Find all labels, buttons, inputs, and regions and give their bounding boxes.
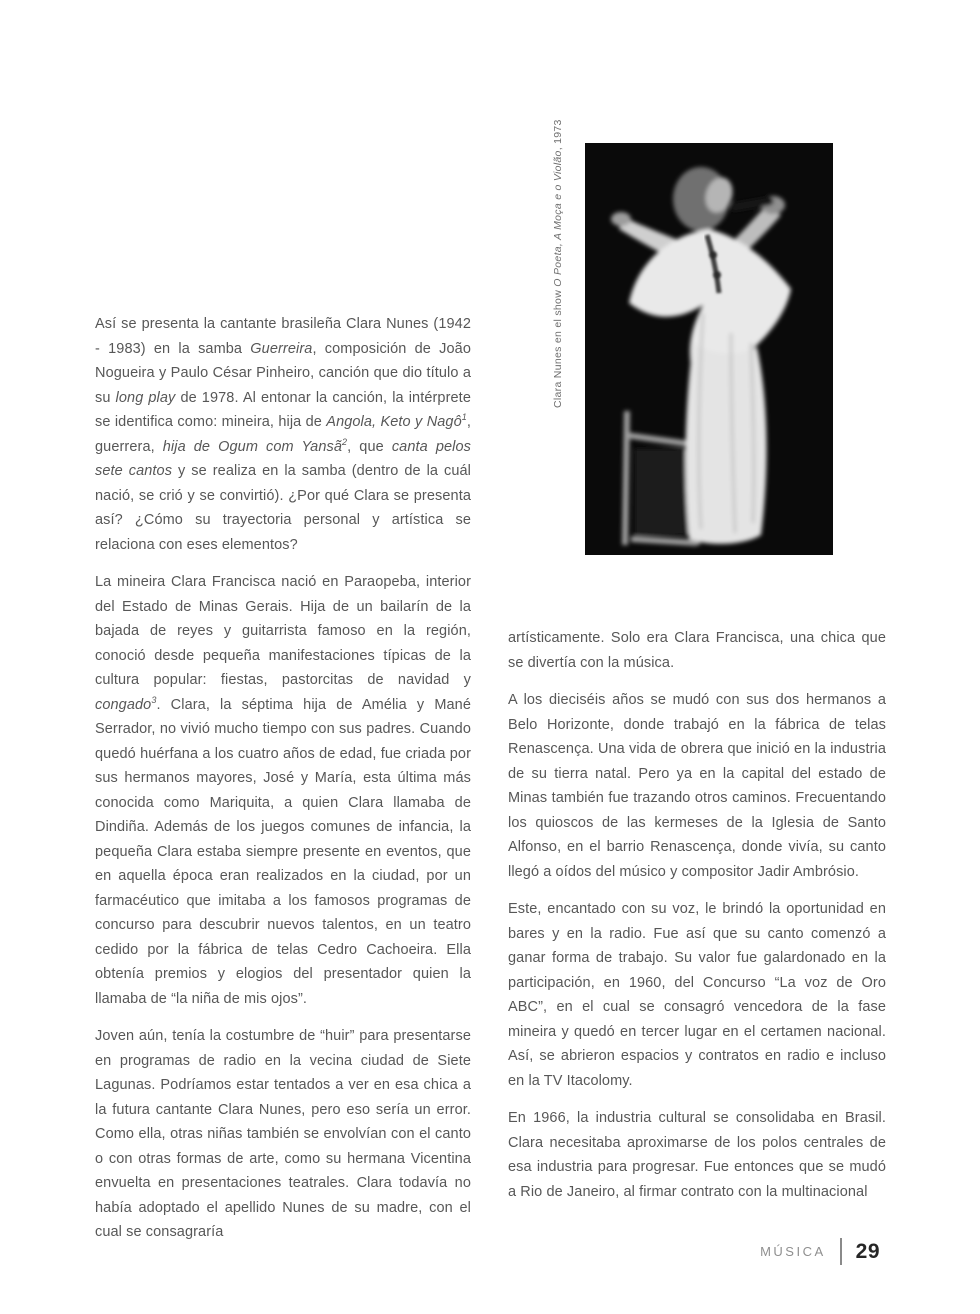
paragraph: Este, encantado con su voz, le brindó la oportunidad en bares y en la radio. Fue así que su canto comenzó a ganar forma de trabajo. Su valor fue galardonado en la participación, en 1960, del Concurso “La voz de Oro ABC”, en el cual se consagró vencedora de la fase mineira y quedó en tercer lugar en el certamen nacional. Así, se abrieron espacios y contratos en radio e incluso en la TV Itacolomy. [508,901,886,1089]
footer-divider [840,1238,842,1265]
photo-figure [585,143,833,555]
paragraph: Joven aún, tenía la costumbre de “huir” para presentarse en programas de radio en la vecina ciudad de Siete Lagunas. Podríamos estar tentados a ver en esa chica a la futura cantante Clara Nunes, pero eso sería un error. Como ella, otras niñas también se envolvían con el canto o con otras formas de arte, como su hermana Vicentina envuelta en presentaciones teatrales. Clara todavía no había adoptado el apellido Nunes de su madre, con el cual se consagraría [95,1028,471,1240]
paragraph: A los dieciséis años se mudó con sus dos hermanos a Belo Horizonte, donde trabajó en la fábrica de telas Renascença. Una vida de obrera que inició en la industria de su tierra natal. Pero ya en la capital del estado de Minas también fue trazando otros caminos. Frecuentando los quioscos de las kermeses de la Iglesia de Santo Alfonso, en el barrio Renascença, donde vivía, su canto llegó a oídos del músico y compositor Jadir Ambrósio. [508,692,886,880]
left-column [95,312,471,1258]
section-label: MÚSICA [760,1244,826,1259]
page-number: 29 [855,1239,880,1263]
stage-photo [585,143,833,555]
paragraph: En 1966, la industria cultural se consolidaba en Brasil. Clara necesitaba aproximarse de los polos centrales de esa industria para progresar. Fue entonces que se mudó a Rio de Janeiro, al firmar contrato con la multinacional [508,1110,886,1200]
right-column [508,626,886,1217]
paragraph: La mineira Clara Francisca nació en Paraopeba, interior del Estado de Minas Gerais. Hija de un bailarín de la bajada de reyes y guitarrista famoso en la región, conoció desde pequeña manifestaciones típicas de la cultura popular: fiestas, pastorcitas de navidad y congado$^3$. Clara, la séptima hija de Amélia y Mané Serrador, no vivió mucho tiempo con sus padres. Cuando quedó huérfana a los cuatro años de edad, fue criada por sus hermanos mayores, José y María, esta última más conocida como Mariquita, a quien Clara llamaba de Dindiña. Además de los juegos comunes de infancia, la pequeña Clara estaba siempre presente en eventos, que en aquella época eran realizados en la ciudad, por un farmacéutico que imitaba a los famosos programas de concurso para descubrir nuevos talentos, en un teatro cedido por la fábrica de telas Cedro Cachoeira. Ella obtenía premios y elogios del presentador quien la llamaba de “la niña de mis ojos”. [95,574,471,1007]
paragraph: artísticamente. Solo era Clara Francisca, una chica que se divertía con la música. [508,630,886,671]
photo-caption: Clara Nunes en el show O Poeta, A Moça e o Violão, 1973 [552,119,564,408]
paragraph: Así se presenta la cantante brasileña Clara Nunes (1942 - 1983) en la samba Guerreira, composición de João Nogueira y Paulo César Pinheiro, canción que dio título a su long play de 1978. Al entonar la canción, la intérprete se identifica como: mineira, hija de Angola, Keto y Nagô$^1$, guerrera, hija de Ogum com Yansã$^2$, que canta pelos sete cantos y se realiza en la samba (dentro de la cuál nació, se crió y se convirtió). ¿Por qué Clara se presenta así? ¿Cómo su trayectoria personal y artística se relaciona con eses elementos? [95,316,472,553]
footer [680,1238,880,1265]
